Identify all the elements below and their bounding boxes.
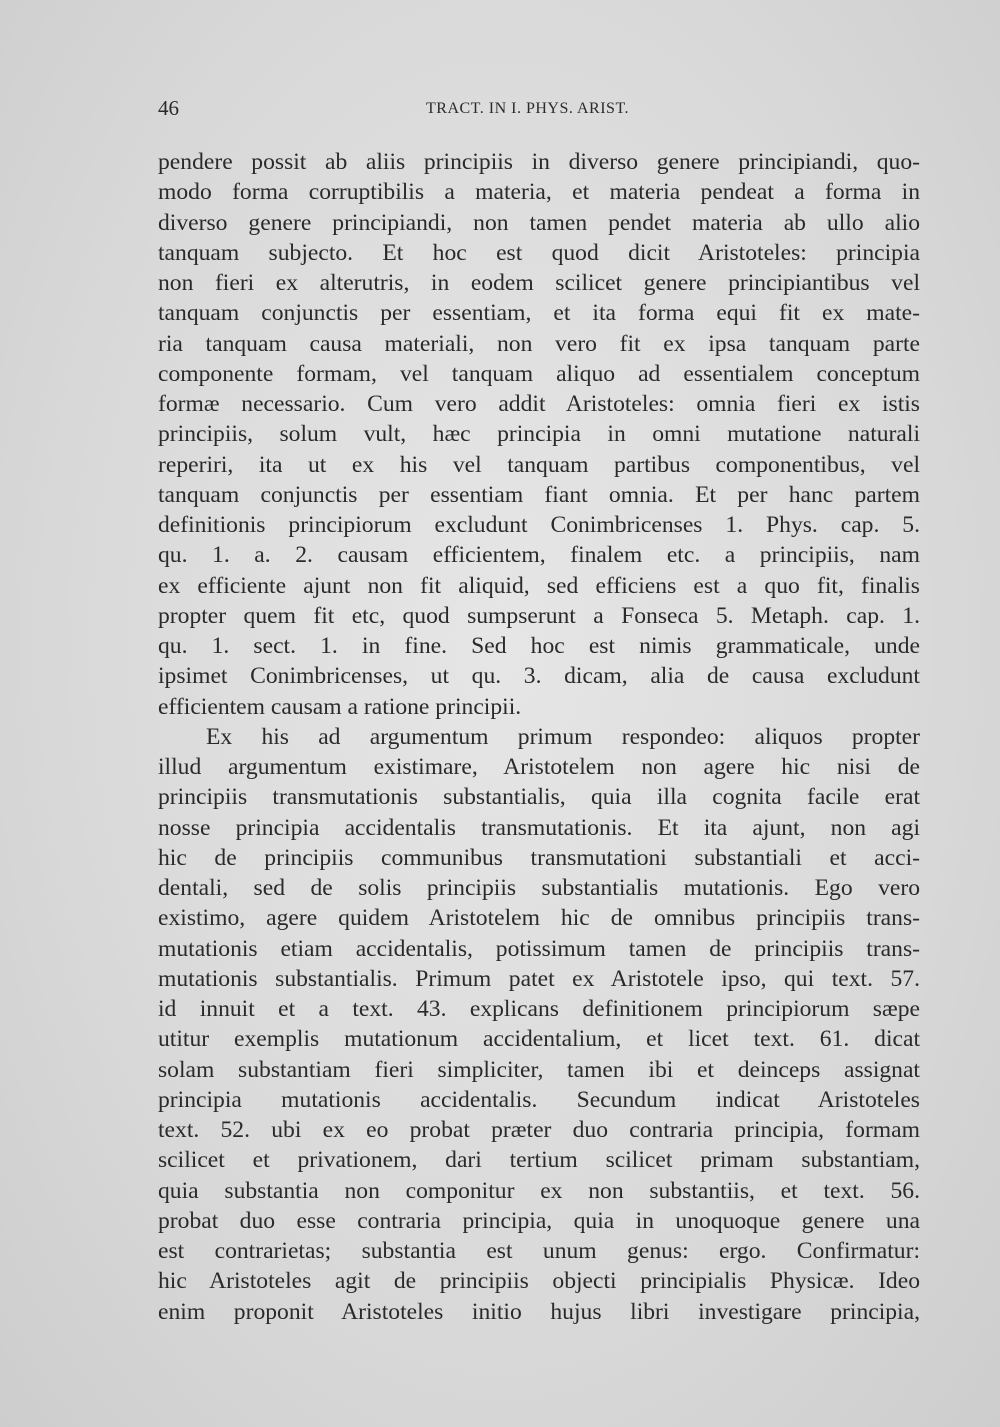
text-line: propter quem fit etc, quod sumpserunt a Fonseca 5. Metaph. cap. 1.	[158, 602, 920, 629]
text-line: tanquam conjunctis per essentiam, et ita forma equi fit ex mate-	[158, 300, 920, 327]
text-line: componente formam, vel tanquam aliquo ad essentialem conceptum	[158, 360, 920, 387]
text-line: tanquam conjunctis per essentiam fiant omnia. Et per hanc partem	[158, 481, 920, 508]
text-line: qu. 1. a. 2. causam efficientem, finalem etc. a principiis, nam	[158, 542, 920, 569]
text-line: principiis transmutationis substantialis, quia illa cognita facile erat	[158, 784, 920, 811]
text-line: principia mutationis accidentalis. Secundum indicat Aristoteles	[158, 1086, 920, 1113]
text-line: ipsimet Conimbricenses, ut qu. 3. dicam, alia de causa excludunt	[158, 663, 920, 690]
text-line: probat duo esse contraria principia, quia in unoquoque genere una	[158, 1207, 920, 1234]
text-line: est contrarietas; substantia est unum genus: ergo. Confirmatur:	[158, 1238, 920, 1264]
text-line: hic Aristoteles agit de principiis objecti principialis Physicæ. Ideo	[158, 1268, 920, 1295]
text-line: formæ necessario. Cum vero addit Aristoteles: omnia fieri ex istis	[158, 391, 920, 417]
text-line: tanquam subjecto. Et hoc est quod dicit Aristoteles: principia	[158, 239, 920, 266]
text-line: hic de principiis communibus transmutationi substantiali et acci-	[158, 844, 920, 871]
text-line: nosse principia accidentalis transmutationis. Et ita ajunt, non agi	[158, 814, 920, 841]
body-text	[158, 147, 920, 1327]
text-line: scilicet et privationem, dari tertium scilicet primam substantiam,	[158, 1147, 920, 1174]
text-line: illud argumentum existimare, Aristotelem non agere hic nisi de	[158, 754, 920, 780]
text-line: Ex his ad argumentum primum respondeo: aliquos propter	[206, 723, 920, 750]
text-line: pendere possit ab aliis principiis in diverso genere principiandi, quo-	[158, 149, 920, 175]
text-line: ria tanquam causa materiali, non vero fit ex ipsa tanquam parte	[158, 330, 920, 357]
text-line: mutationis etiam accidentalis, potissimum tamen de principiis trans-	[158, 935, 920, 962]
text-line: principiis, solum vult, hæc principia in omni mutatione naturali	[158, 421, 920, 448]
text-line: mutationis substantialis. Primum patet ex Aristotele ipso, qui text. 57.	[158, 965, 920, 992]
text-line: dentali, sed de solis principiis substantialis mutationis. Ego vero	[158, 875, 920, 901]
text-line: id innuit et a text. 43. explicans definitionem principiorum sæpe	[158, 996, 920, 1022]
text-line: efficientem causam a ratione principii.	[158, 693, 522, 720]
text-line: non fieri ex alterutris, in eodem scilicet genere principiantibus vel	[158, 270, 920, 296]
text-line: utitur exemplis mutationum accidentalium, et licet text. 61. dicat	[158, 1026, 920, 1053]
text-line: existimo, agere quidem Aristotelem hic de omnibus principiis trans-	[158, 905, 920, 932]
text-line: ex efficiente ajunt non fit aliquid, sed efficiens est a quo fit, finalis	[158, 572, 920, 599]
text-line: reperiri, ita ut ex his vel tanquam partibus componentibus, vel	[158, 451, 920, 478]
text-line: enim proponit Aristoteles initio hujus libri investigare principia,	[158, 1298, 920, 1325]
text-line: modo forma corruptibilis a materia, et materia pendeat a forma in	[158, 179, 920, 206]
page-number: 46	[158, 96, 179, 120]
text-line: solam substantiam fieri simpliciter, tamen ibi et deinceps assignat	[158, 1056, 920, 1083]
text-line: diverso genere principiandi, non tamen pendet materia ab ullo alio	[158, 209, 920, 236]
text-line: definitionis principiorum excludunt Conimbricenses 1. Phys. cap. 5.	[158, 512, 920, 538]
text-line: quia substantia non componitur ex non substantiis, et text. 56.	[158, 1177, 920, 1204]
running-head: TRACT. IN I. PHYS. ARIST.	[426, 100, 630, 117]
text-line: qu. 1. sect. 1. in fine. Sed hoc est nimis grammaticale, unde	[158, 633, 920, 659]
page-header	[158, 96, 918, 126]
text-line: text. 52. ubi ex eo probat præter duo contraria principia, formam	[158, 1117, 920, 1143]
